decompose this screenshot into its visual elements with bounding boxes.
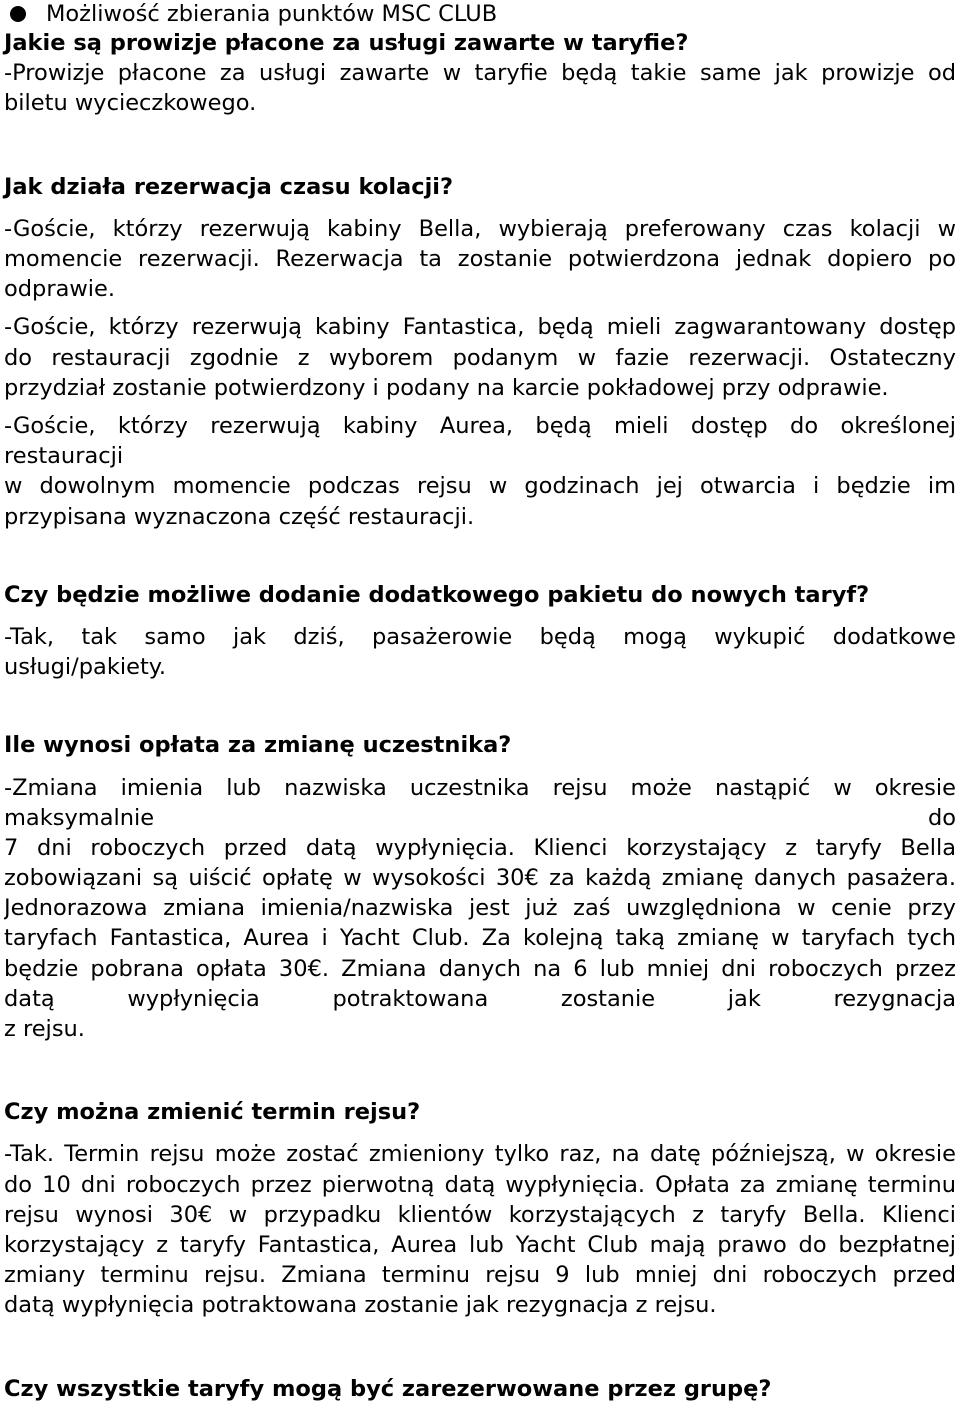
answer-line: zmiany terminu rejsu. Zmiana terminu rejsu 9 lub mniej dni roboczych przed [4, 1262, 956, 1289]
answer-line: przypisana wyznaczona część restauracji. [4, 503, 475, 530]
answer-line: -Prowizje płacone za usługi zawarte w taryfie będą takie same jak prowizje od [4, 60, 956, 87]
spacer [4, 532, 956, 580]
spacer [4, 610, 956, 622]
answer-line: -Goście, którzy rezerwują kabiny Aurea, będą mieli dostęp do określonej [4, 412, 956, 439]
spacer [4, 761, 956, 773]
answer-line: momencie rezerwacji. Rezerwacja ta zostanie potwierdzona jednak dopiero po [4, 245, 956, 272]
answer-line: z rejsu. [4, 1016, 85, 1043]
answer-line: -Tak, tak samo jak dziś, pasażerowie będą mogą wykupić dodatkowe [4, 623, 956, 650]
answer-line: korzystający z taryfy Fantastica, Aurea lub Yacht Club mają prawo do bezpłatnej [4, 1232, 956, 1258]
bullet-text: Możliwość zbierania punktów MSC CLUB [46, 0, 498, 27]
answer-line: do 10 dni roboczych przez pierwotną datą wypłynięcia. Opłata za zmianę terminu [4, 1171, 956, 1198]
question-heading: Jakie są prowizje płacone za usługi zawarte w taryfie? [4, 30, 689, 56]
question-heading: Czy będzie możliwe dodanie dodatkowego pakietu do nowych taryf? [4, 581, 870, 608]
question-heading: Czy można zmienić termin rejsu? [4, 1099, 421, 1126]
answer-line: -Goście, którzy rezerwują kabiny Fantastica, będą mieli zagwarantowany dostęp [4, 314, 956, 341]
spacer [4, 682, 956, 730]
answer-line: Jednorazowa zmiana imienia/nazwiska jest już zaś uwzględniona w cenie przy [4, 895, 956, 922]
answer-line: odprawie. [4, 276, 116, 303]
spacer [4, 1127, 956, 1139]
answer-line: -Tak. Termin rejsu może zostać zmieniony tylko raz, na datę późniejszą, w okresie [4, 1141, 956, 1168]
question-heading: Czy wszystkie taryfy mogą być zarezerwowane przez grupę? [4, 1375, 772, 1402]
spacer [4, 304, 956, 312]
answer-line: biletu wycieczkowego. [4, 90, 257, 117]
answer-line: do restauracji zgodnie z wyborem podanym w fazie rezerwacji. Ostateczny [4, 344, 956, 371]
spacer [4, 202, 956, 214]
document-page [4, 0, 956, 1404]
answer-line: usługi/pakiety. [4, 654, 167, 681]
answer-line: będzie pobrana opłata 30€. Zmiana danych na 6 lub mniej dni roboczych przez [4, 955, 956, 982]
spacer [4, 1044, 956, 1097]
answer-line: -Zmiana imienia lub nazwiska uczestnika rejsu może nastąpić w okresie [4, 774, 956, 801]
answer-line: datą wypłynięcia potraktowana zostanie jak rezygnacja z rejsu. [4, 1292, 717, 1319]
answer-line: datą wypłynięcia potraktowana zostanie jak rezygnacja [4, 985, 956, 1012]
answer-line: zobowiązani są uiścić opłatę w wysokości 30€ za każdą zmianę danych pasażera. [4, 865, 956, 892]
answer-line: w dowolnym momencie podczas rejsu w godzinach jej otwarcia i będzie im [4, 473, 956, 500]
question-heading: Jak działa rezerwacja czasu kolacji? [4, 173, 454, 200]
answer-line: rejsu wynosi 30€ w przypadku klientów korzystających z taryfy Bella. Klienci [4, 1201, 956, 1228]
bullet-item [4, 0, 956, 28]
spacer [4, 403, 956, 411]
answer-line: 7 dni roboczych przed datą wypłynięcia. Klienci korzystający z taryfy Bella [4, 834, 956, 861]
bullet-dot-icon [10, 6, 26, 22]
answer-line: restauracji [4, 443, 124, 470]
spacer [4, 1321, 956, 1374]
question-heading: Ile wynosi opłata za zmianę uczestnika? [4, 732, 512, 759]
answer-line: taryfach Fantastica, Aurea i Yacht Club. Za kolejną taką zmianę w taryfach tych [4, 925, 956, 952]
answer-line: -Goście, którzy rezerwują kabiny Bella, wybierają preferowany czas kolacji w [4, 215, 956, 242]
answer-line: przydział zostanie potwierdzony i podany na karcie pokładowej przy odprawie. [4, 374, 889, 401]
spacer [4, 119, 956, 172]
answer-line: maksymalnie do [4, 804, 956, 831]
